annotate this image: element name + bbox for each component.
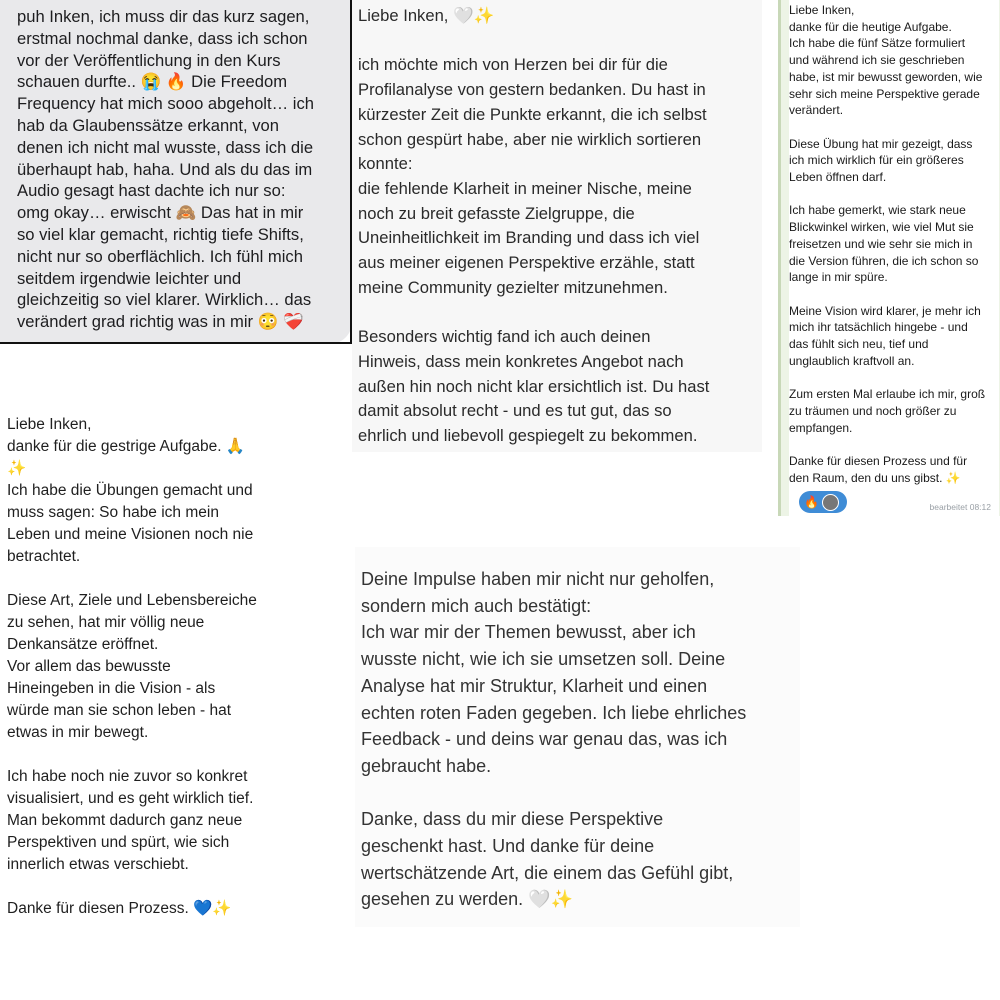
message-screenshot-3 bbox=[778, 0, 1000, 516]
message-bubble bbox=[0, 0, 352, 344]
message-text: puh Inken, ich muss dir das kurz sagen, erstmal nochmal danke, dass ich schon vor der Veröffentlichung in den Kurs schauen durfte.. 😭 🔥 Die Freedom Frequency hat mich sooo abgeholt… ich hab da Glaubenssätze erkannt, von denen ich nicht mal wusste, dass ich die überhaupt hab, haha. Und als du das im Audio gesagt hast dachte ich nur so: omg okay… erwischt 🙈 Das hat in mir so viel klar gemacht, richtig tiefe Shifts, nicht nur so oberflächlich. Ich fühl mich seitdem irgendwie leichter und gleichzeitig so viel klarer. Wirklich… das verändert grad richtig was in mir 😳 ❤️‍🩹 bbox=[17, 7, 315, 332]
chat-background-edge bbox=[778, 0, 781, 516]
screenshot-border bbox=[0, 342, 352, 344]
reaction-badge[interactable] bbox=[799, 491, 847, 513]
message-text: Liebe Inken, danke für die gestrige Aufgabe. 🙏 ✨ Ich habe die Übungen gemacht und muss sagen: So habe ich mein Leben und meine Visionen noch nie betrachtet. Diese Art, Ziele und Lebensbereiche zu sehen, hat mir völlig neue Denkansätze eröffnet. Vor allem das bewusste Hineingeben in die Vision - als würde man sie schon leben - hat etwas in mir bewegt. Ich habe noch nie zuvor so konkret visualisiert, und es geht wirklich tief. Man bekommt dadurch ganz neue Perspektiven und spürt, wie sich innerlich etwas verschiebt. Danke für diesen Prozess. 💙✨ bbox=[7, 416, 257, 917]
message-screenshot-5 bbox=[355, 547, 800, 927]
message-timestamp: bearbeitet 08:12 bbox=[929, 502, 991, 512]
message-screenshot-1 bbox=[0, 0, 352, 344]
message-text: Liebe Inken, 🤍✨ ich möchte mich von Herzen bei dir für die Profilanalyse von gestern bedanken. Du hast in kürzester Zeit die Punkte erkannt, die ich selbst schon gespürt habe, aber nie wirklich sortieren konnte: die fehlende Klarheit in meiner Nische, meine noch zu breit gefasste Zielgruppe, die Uneinheitlichkeit im Branding und dass ich viel aus meiner eigenen Perspektive erzähle, statt meine Community gezielter mitzunehmen. Besonders wichtig fand ich auch deinen Hinweis, dass mein konkretes Angebot nach außen hin noch nicht klar ersichtlich ist. Du hast damit absolut recht - und es tut gut, das so ehrlich und liebevoll gespiegelt zu bekommen. bbox=[358, 6, 710, 445]
message-text: Deine Impulse haben mir nicht nur geholfen, sondern mich auch bestätigt: Ich war mir der Themen bewusst, aber ich wusste nicht, wie ich sie umsetzen soll. Deine Analyse hat mir Struktur, Klarheit und einen echten roten Faden gegeben. Ich liebe ehrliches Feedback - und deins war genau das, was ich gebraucht habe. Danke, dass du mir diese Perspektive geschenkt hast. Und danke für deine wertschätzende Art, die einem das Gefühl gibt, gesehen zu werden. 🤍✨ bbox=[361, 569, 747, 910]
avatar bbox=[822, 494, 839, 511]
fire-icon: 🔥 bbox=[804, 495, 819, 509]
message-bubble bbox=[789, 0, 999, 516]
message-screenshot-2 bbox=[352, 0, 762, 452]
message-text: Liebe Inken, danke für die heutige Aufgabe. Ich habe die fünf Sätze formuliert und während ich sie geschrieben habe, ist mir bewusst geworden, wie sehr sich meine Perspektive gerade verändert. Diese Übung hat mir gezeigt, dass ich mich wirklich für ein größeres Leben öffnen darf. Ich habe gemerkt, wie stark neue Blickwinkel wirken, wie viel Mut sie freisetzen und wie sehr sie mich in die Version führen, die ich schon so lange in mir spüre. Meine Vision wird klarer, je mehr ich mich ihr tatsächlich hingebe - und das fühlt sich neu, tief und unglaublich kraftvoll an. Zum ersten Mal erlaube ich mir, groß zu träumen und noch größer zu empfangen. Danke für diesen Prozess und für den Raum, den du uns gibst. ✨ bbox=[789, 3, 986, 485]
message-screenshot-4 bbox=[0, 400, 352, 935]
